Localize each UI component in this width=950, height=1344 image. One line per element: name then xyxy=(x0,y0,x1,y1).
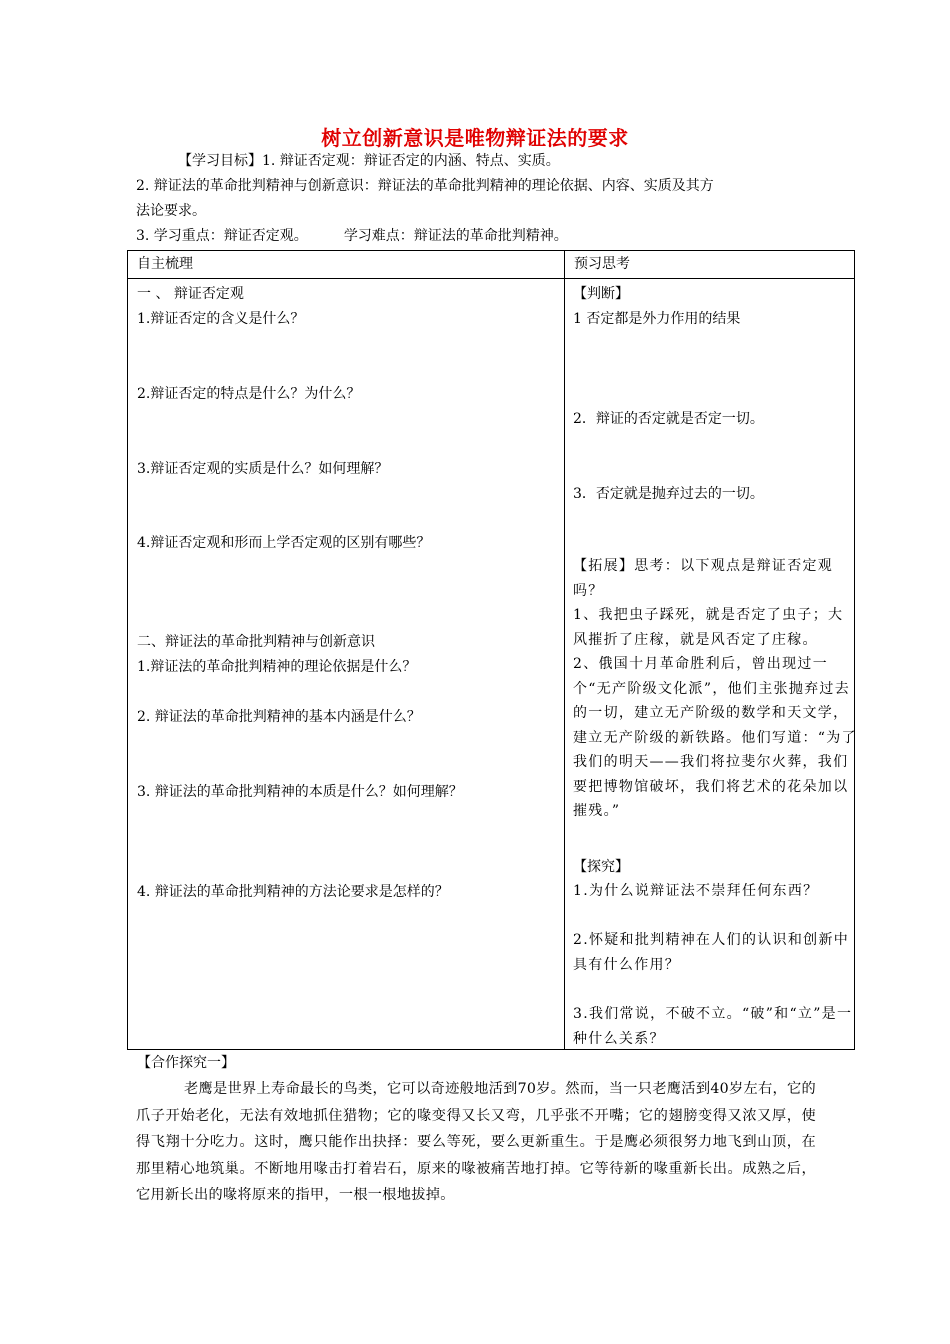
key-point: 3. 学习重点：辩证否定观。 xyxy=(136,228,308,244)
judge-item-1: 1 否定都是外力作用的结果 xyxy=(573,311,741,327)
objectives-line-2b: 法论要求。 xyxy=(136,203,206,219)
question-1-1: 1.辩证否定的含义是什么？ xyxy=(137,311,305,327)
question-1-2: 2.辩证否定的特点是什么？为什么？ xyxy=(137,386,361,402)
extend-prompt: 【拓展】思考：以下观点是辩证否定观吗？ xyxy=(573,558,834,599)
extend-item-2: 2、俄国十月革命胜利后，曾出现过一个“无产阶级文化派”，他们主张抛弃过去的一切，建立无产阶级的数学和天文学，建立无产阶级的新铁路。他们写道：“为了我们的明天——我们将拉斐尔火葬，我们要把博物馆破坏，我们将艺术的花朵加以摧残。” xyxy=(573,656,857,819)
header-self-study: 自主梳理 xyxy=(128,251,565,279)
explore-title: 【探究】 xyxy=(573,859,629,875)
explore-item-3: 3.我们常说，不破不立。“破”和“立”是一种什么关系？ xyxy=(573,1006,853,1047)
eagle-paragraph: 老鹰是世界上寿命最长的鸟类，它可以奇迹般地活到70岁。然而，当一只老鹰活到40岁左右，它的爪子开始老化，无法有效地抓住猎物；它的喙变得又长又弯，几乎张不开嘴；它的翅膀变得又浓又厚，使得飞翔十分吃力。这时，鹰只能作出抉择：要么等死，要么更新重生。于是鹰必须很努力地飞到山顶，在那里精心地筑巢。不断地用喙击打着岩石，原来的喙被痛苦地打掉。它等待新的喙重新长出。成熟之后，它用新长出的喙将原来的指甲，一根一根地拔掉。 xyxy=(136,1081,816,1203)
objectives-line-3 xyxy=(136,226,568,246)
objectives-line-1: 【学习目标】1. 辩证否定观：辩证否定的内涵、特点、实质。 xyxy=(178,153,560,169)
explore-item-1: 1.为什么说辩证法不崇拜任何东西？ xyxy=(573,883,819,899)
question-1-4: 4.辩证否定观和形而上学否定观的区别有哪些？ xyxy=(137,535,431,551)
preview-thinking-column xyxy=(565,279,855,1050)
difficult-point: 学习难点：辩证法的革命批判精神。 xyxy=(343,228,568,244)
judge-item-2: 2．辩证的否定就是否定一切。 xyxy=(573,411,764,427)
self-study-column xyxy=(128,279,565,1050)
cooperate-title: 【合作探究一】 xyxy=(137,1055,235,1071)
page-title: 树立创新意识是唯物辩证法的要求 xyxy=(321,126,629,150)
question-2-3: 3. 辩证法的革命批判精神的本质是什么？如何理解？ xyxy=(137,784,463,800)
header-preview-thinking: 预习思考 xyxy=(565,251,855,279)
question-2-1: 1.辩证法的革命批判精神的理论依据是什么？ xyxy=(137,659,417,675)
section-heading-2: 二、辩证法的革命批判精神与创新意识 xyxy=(137,634,375,650)
judge-item-3: 3．否定就是抛弃过去的一切。 xyxy=(573,486,764,502)
question-2-4: 4. 辩证法的革命批判精神的方法论要求是怎样的？ xyxy=(137,884,449,900)
explore-item-2: 2.怀疑和批判精神在人们的认识和创新中具有什么作用？ xyxy=(573,932,850,973)
section-heading-1: 一 、 辩证否定观 xyxy=(137,286,244,302)
objectives-line-2a: 2. 辩证法的革命批判精神与创新意识：辩证法的革命批判精神的理论依据、内容、实质及其方 xyxy=(136,178,714,194)
study-table xyxy=(127,250,855,1050)
question-2-2: 2. 辩证法的革命批判精神的基本内涵是什么？ xyxy=(137,709,421,725)
question-1-3: 3.辩证否定观的实质是什么？如何理解？ xyxy=(137,461,389,477)
extend-item-1: 1、我把虫子踩死，就是否定了虫子；大风摧折了庄稼，就是风否定了庄稼。 xyxy=(573,607,844,648)
judge-title: 【判断】 xyxy=(573,286,629,302)
